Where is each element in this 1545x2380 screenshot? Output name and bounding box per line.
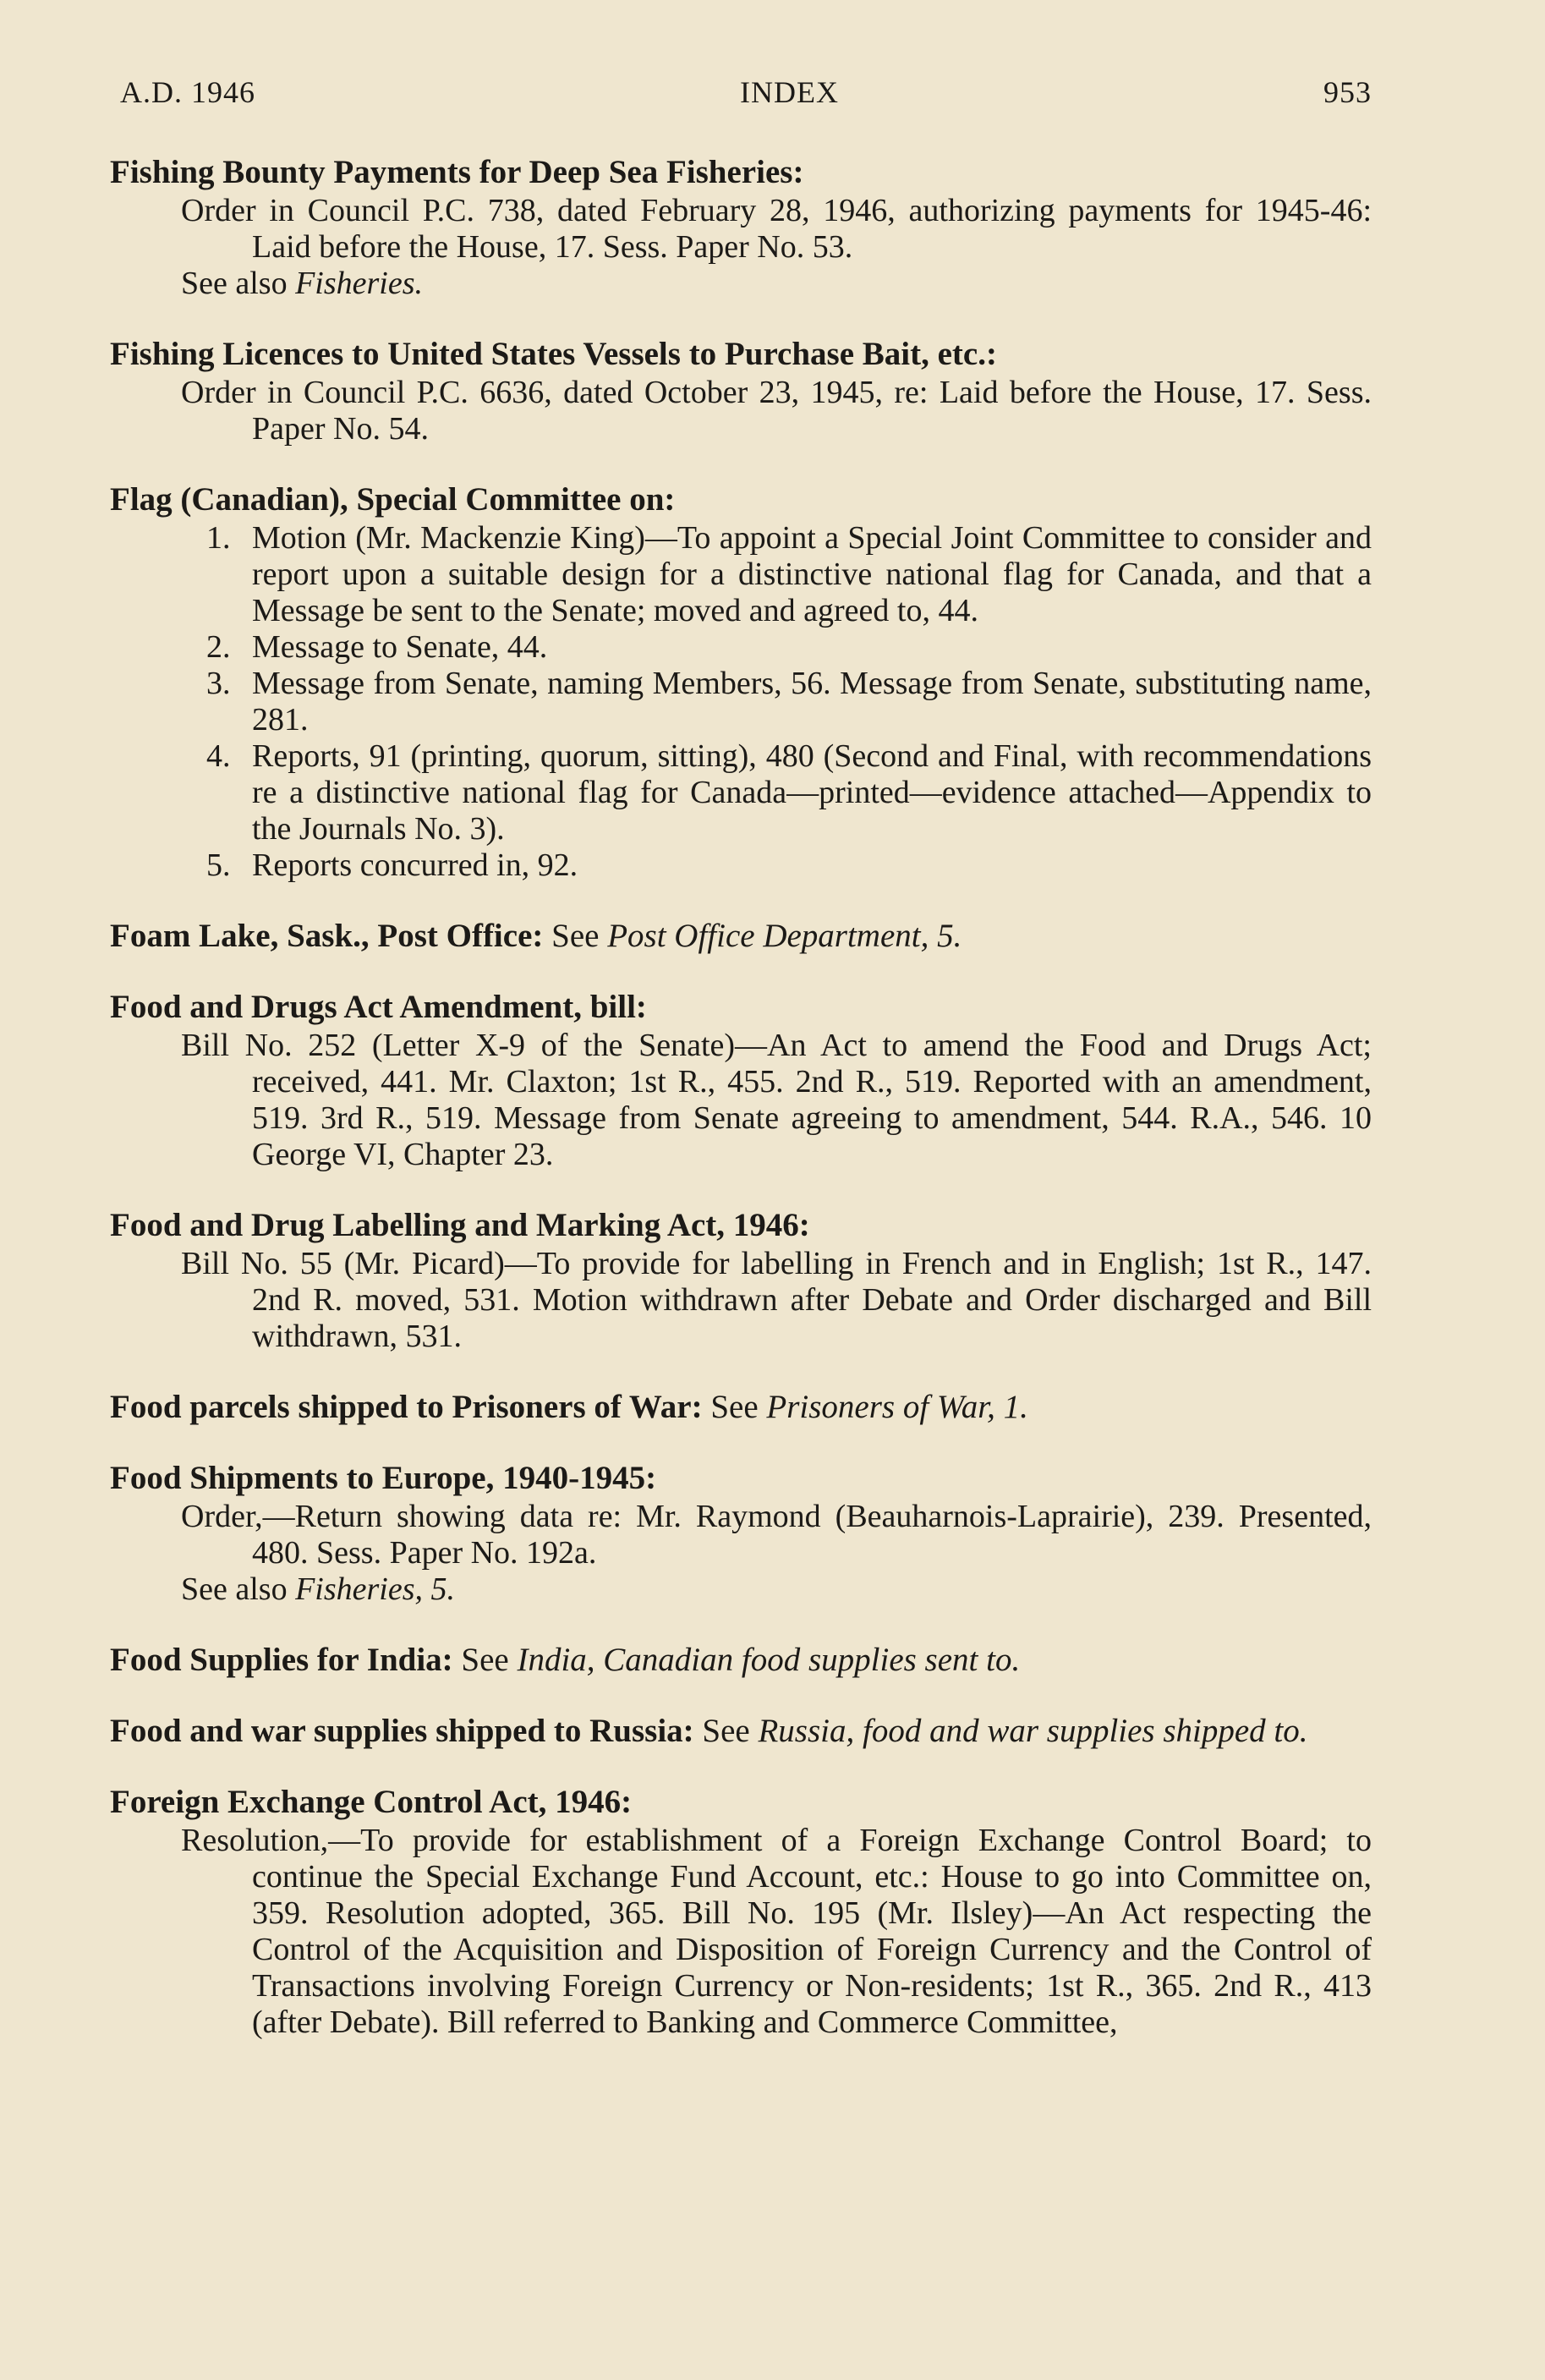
entry-heading: Food parcels shipped to Prisoners of War: xyxy=(110,1389,703,1425)
entry-heading: Food and Drugs Act Amendment, bill: xyxy=(110,989,647,1025)
entry-heading: Food and war supplies shipped to Russia: xyxy=(110,1713,694,1749)
entry-heading: Food and Drug Labelling and Marking Act, 1946: xyxy=(110,1207,810,1243)
numbered-item: 2. Message to Senate, 44. xyxy=(206,629,548,665)
cross-reference: Post Office Department, 5. xyxy=(607,918,962,954)
entry-heading: Fishing Licences to United States Vessels to Purchase Bait, etc.: xyxy=(110,336,997,372)
entry-heading: Food Shipments to Europe, 1940-1945: xyxy=(110,1460,657,1496)
index-entry xyxy=(110,989,1372,1173)
entry-heading: Flag (Canadian), Special Committee on: xyxy=(110,481,676,518)
entry-see-also: See also Fisheries, 5. xyxy=(181,1571,456,1607)
index-entry: Food and war supplies shipped to Russia: See Russia, food and war supplies shipped to. xyxy=(110,1713,1308,1749)
index-entry xyxy=(110,154,1372,302)
index-entry xyxy=(110,336,1372,447)
cross-reference: Russia, food and war supplies shipped to. xyxy=(758,1713,1308,1749)
index-entry: Food Supplies for India: See India, Canadian food supplies sent to. xyxy=(110,1642,1021,1678)
entry-text: Resolution,—To provide for establishment of a Foreign Exchange Control Board; to continue the Special Exchange Fund Account, etc.: House to go into Committee on, 359. Resolution adopted, 365. Bill No. 195 (Mr. Ilsley)—An Act respecting the Control of the Acquisition and Disposition of Foreign Currency and the Control of Transactions involving Foreign Currency or Non-residents; 1st R., 365. 2nd R., 413 (after Debate). Bill referred to Banking and Commerce Committee, xyxy=(181,1823,1372,2040)
header-year: A.D. 1946 xyxy=(120,75,255,109)
entry-heading: Foreign Exchange Control Act, 1946: xyxy=(110,1784,633,1820)
index-entry xyxy=(110,1784,1372,2041)
numbered-item: 3. Message from Senate, naming Members, 56. Message from Senate, substituting name, 281. xyxy=(206,666,1372,738)
index-entry xyxy=(110,481,1372,884)
index-entry xyxy=(110,1207,1372,1355)
entry-heading: Food Supplies for India: xyxy=(110,1642,453,1678)
entry-text: Bill No. 252 (Letter X-9 of the Senate)—An Act to amend the Food and Drugs Act; received, 441. Mr. Claxton; 1st R., 455. 2nd R., 519. Reported with an amendment, 519. 3rd R., 519. Message from Senate agreeing to amendment, 544. R.A., 546. 10 George VI, Chapter 23. xyxy=(181,1028,1372,1172)
entry-see-also: See also Fisheries. xyxy=(181,266,424,301)
header-page-number: 953 xyxy=(1323,75,1372,109)
entry-heading: Foam Lake, Sask., Post Office: xyxy=(110,918,544,954)
index-entry xyxy=(110,1460,1372,1608)
index-entry: Food parcels shipped to Prisoners of War: See Prisoners of War, 1. xyxy=(110,1389,1028,1425)
page-header xyxy=(110,74,1372,110)
cross-reference: Prisoners of War, 1. xyxy=(766,1389,1028,1425)
index-entry: Foam Lake, Sask., Post Office: See Post Office Department, 5. xyxy=(110,918,962,954)
entry-text: Bill No. 55 (Mr. Picard)—To provide for labelling in French and in English; 1st R., 147. 2nd R. moved, 531. Motion withdrawn after Debate and Order discharged and Bill withdrawn, 531. xyxy=(181,1246,1372,1354)
cross-reference: India, Canadian food supplies sent to. xyxy=(517,1642,1021,1678)
entry-heading: Fishing Bounty Payments for Deep Sea Fisheries: xyxy=(110,154,804,190)
numbered-item: 4. Reports, 91 (printing, quorum, sitting), 480 (Second and Final, with recommendations re a distinctive national flag for Canada—printed—evidence attached—Appendix to the Journals No. 3). xyxy=(206,738,1372,847)
entry-text: Order in Council P.C. 738, dated February 28, 1946, authorizing payments for 1945-46: Laid before the House, 17. Sess. Paper No. 53. xyxy=(181,193,1372,265)
numbered-item: 5. Reports concurred in, 92. xyxy=(206,847,578,883)
entry-text: Order in Council P.C. 6636, dated October 23, 1945, re: Laid before the House, 17. Sess. Paper No. 54. xyxy=(181,375,1372,447)
entry-text: Order,—Return showing data re: Mr. Raymond (Beauharnois-Laprairie), 239. Presented, 480. Sess. Paper No. 192a. xyxy=(181,1499,1372,1571)
header-title: INDEX xyxy=(740,75,839,109)
numbered-item: 1. Motion (Mr. Mackenzie King)—To appoint a Special Joint Committee to consider and report upon a suitable design for a distinctive national flag for Canada, and that a Message be sent to the Senate; moved and agreed to, 44. xyxy=(206,520,1372,628)
